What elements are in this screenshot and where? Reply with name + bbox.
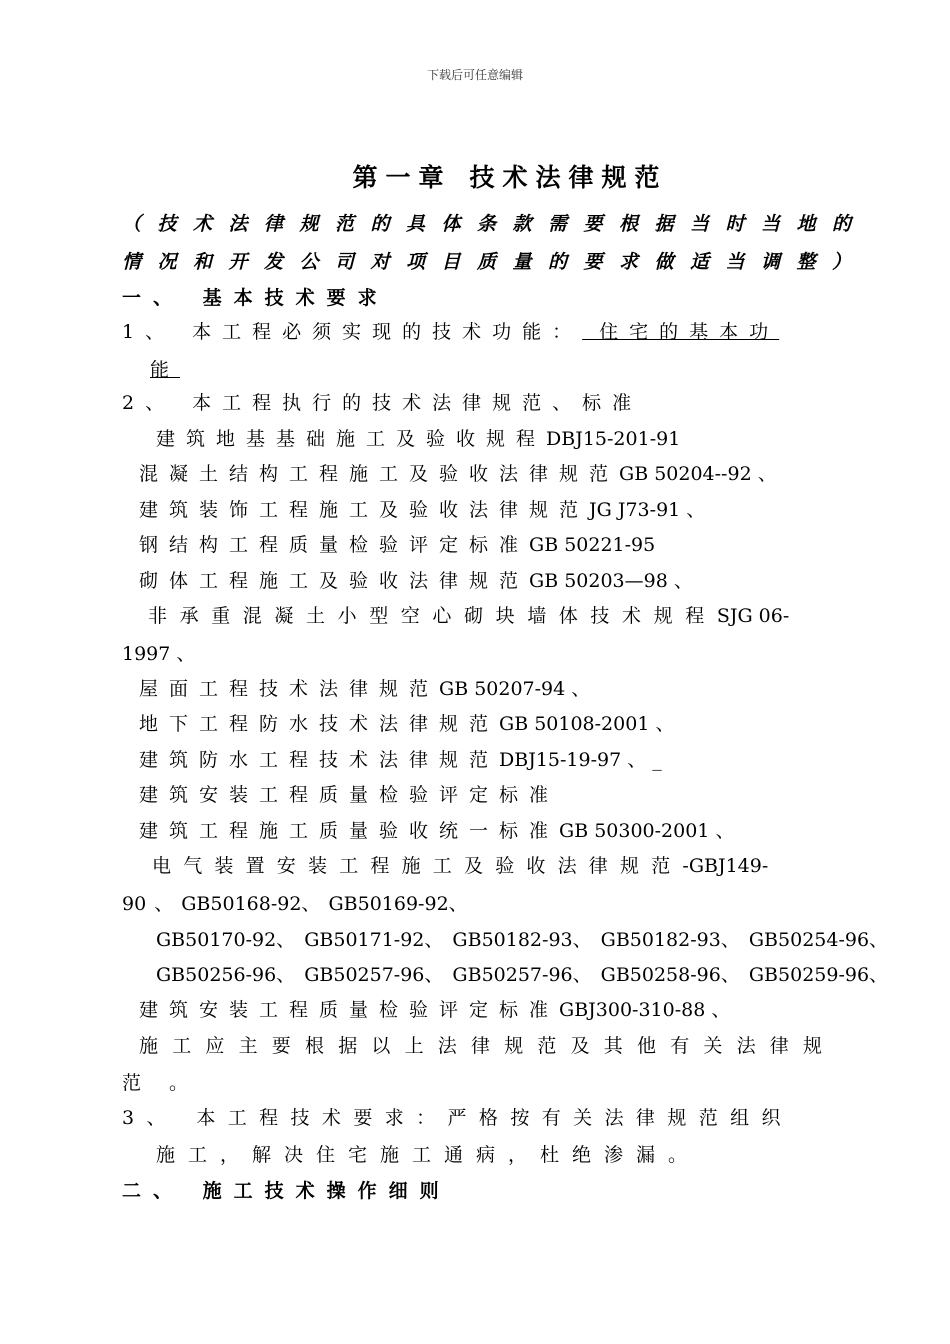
- chapter-label: 第一章: [352, 163, 452, 192]
- note-line-2: 情况和开发公司对项目质量的要求做适当调整）: [122, 251, 868, 273]
- item-1-value-continued: 能: [150, 359, 181, 381]
- standard-row: 非承重混凝土小型空心砌块墙体技术规程SJG 06-: [148, 605, 790, 627]
- page-header: 下载后可任意编辑: [426, 68, 523, 82]
- standard-row: 建筑安装工程质量检验评定标准GBJ300-310-88 、: [139, 999, 731, 1021]
- standard-row: 钢结构工程质量检验评定标准GB 50221-95: [139, 534, 656, 556]
- item-3-line-2: 施工，解决住宅施工通病，杜绝渗漏。: [156, 1144, 701, 1166]
- standard-row: 混凝土结构工程施工及验收法律规范GB 50204--92 、: [139, 463, 777, 485]
- standard-row: 建筑工程施工质量验收统一标准GB 50300-2001 、: [139, 820, 735, 842]
- chapter-title: [0, 158, 950, 194]
- item-1-value: 住宅的基本功: [582, 321, 780, 343]
- note-line-1: （技术法律规范的具体条款需要根据当时当地的: [122, 213, 868, 235]
- standard-row: 地下工程防水技术法律规范GB 50108-2001 、: [139, 713, 675, 735]
- standard-row: 建筑地基基础施工及验收规程DBJ15-201-91: [156, 428, 681, 450]
- item-1-line: [122, 320, 779, 344]
- item-1-prefix: 1、 本工程必须实现的技术功能：: [122, 321, 583, 343]
- item-3-line-1: 3、 本工程技术要求：严格按有关法律规范组织: [122, 1107, 793, 1129]
- standard-row: 砌体工程施工及验收法律规范GB 50203—98 、: [139, 570, 693, 592]
- section-1-heading: 一、 基本技术要求: [122, 287, 389, 309]
- chapter-name: 技术法律规范: [469, 163, 668, 192]
- gb-codes-line-1: 90 、 GB50168-92、 GB50169-92、: [122, 893, 468, 915]
- standard-row: 建筑防水工程技术法律规范DBJ15-19-97 、 _: [139, 749, 662, 771]
- gb-codes-line-3: GB50256-96、 GB50257-96、 GB50257-96、 GB50258-96、 GB50259-96、: [156, 964, 889, 986]
- standard-row: 屋面工程技术法律规范GB 50207-94 、: [139, 678, 591, 700]
- closing-line-1: 施工应主要根据以上法律规范及其他有关法律规: [139, 1035, 837, 1057]
- standard-row: 建筑安装工程质量检验评定标准: [139, 784, 560, 806]
- standard-row: 建筑装饰工程施工及验收法律规范JG J73-91 、: [139, 499, 706, 521]
- closing-line-2: 范 。: [122, 1072, 200, 1094]
- standard-row: 电气装置安装工程施工及验收法律规范-GBJ149-: [152, 855, 769, 877]
- standard-row: 1997 、: [122, 643, 196, 665]
- gb-codes-line-2: GB50170-92、 GB50171-92、 GB50182-93、 GB50182-93、 GB50254-96、: [156, 929, 889, 951]
- section-2-heading: 二、 施工技术操作细则: [122, 1180, 451, 1202]
- item-2-line: 2、 本工程执行的技术法律规范、标准: [122, 392, 643, 414]
